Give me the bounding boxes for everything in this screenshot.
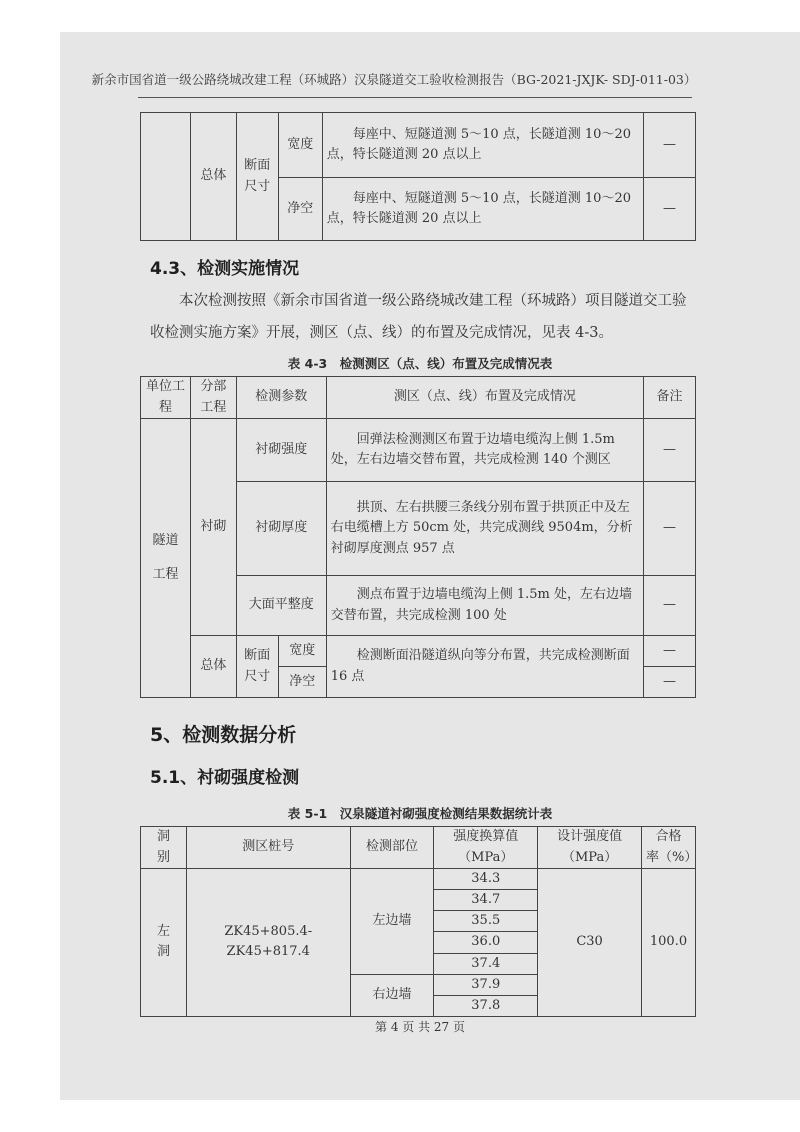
- top-table-sub-b: 尺寸: [244, 178, 271, 194]
- top-table-blank-cell: [141, 113, 191, 241]
- top-table-desc: 每座中、短隧道测 5～10 点，长隧道测 10～20 点，特长隧道测 20 点以上: [322, 178, 643, 241]
- top-table-note: —: [644, 113, 696, 178]
- note-cell: —: [644, 419, 696, 482]
- top-table-note: —: [644, 178, 696, 241]
- tunnel-a: 左: [156, 924, 170, 940]
- th-strength-a: 强度换算值: [453, 829, 519, 845]
- top-table-sub: [236, 113, 278, 241]
- tunnel-cell: [141, 869, 187, 1017]
- value-cell: 35.5: [434, 911, 538, 932]
- note-cell: —: [644, 667, 696, 698]
- param-cell: 大面平整度: [236, 576, 326, 636]
- th-desc: 测区（点、线）布置及完成情况: [326, 377, 643, 419]
- th-pass-b: 率（%）: [646, 849, 698, 865]
- table-4-3-caption: 表 4-3 检测测区（点、线）布置及完成情况表: [287, 356, 553, 371]
- top-table-param: 净空: [278, 178, 322, 241]
- note-cell: —: [644, 636, 696, 667]
- page-footer: 第 4 页 共 27 页: [375, 1020, 465, 1034]
- left-wall-cell: 左边墙: [350, 869, 434, 975]
- th-design: [538, 827, 642, 869]
- sub-lining: 衬砌: [190, 419, 236, 636]
- value-cell: 36.0: [434, 932, 538, 953]
- design-cell: C30: [538, 869, 642, 1017]
- param-cell: 衬砌厚度: [236, 482, 326, 576]
- header-rule: [138, 97, 692, 98]
- sub-section: [236, 636, 278, 698]
- th-design-a: 设计强度值: [557, 829, 623, 845]
- param-cell: 衬砌强度: [236, 419, 326, 482]
- th-note: 备注: [644, 377, 696, 419]
- note-cell: —: [644, 482, 696, 576]
- running-header: 新余市国省道一级公路绕城改建工程（环城路）汉泉隧道交工验收检测报告（BG-2021-JXJK- SDJ-011-03）: [91, 72, 697, 87]
- th-pass-a: 合格: [655, 829, 682, 845]
- sub-section-a: 断面: [244, 648, 271, 664]
- param-cell: 宽度: [278, 636, 326, 667]
- desc-cell: 回弹法检测测区布置于边墙电缆沟上侧 1.5m 处，左右边墙交替布置，共完成检测 140 个测区: [326, 419, 643, 482]
- unit-b: 工程: [152, 567, 179, 582]
- th-sub: 分部工程: [190, 377, 236, 419]
- param-cell: 净空: [278, 667, 326, 698]
- th-pass: [642, 827, 696, 869]
- section-4-3-paragraph: [150, 285, 690, 349]
- station-cell: ZK45+805.4-ZK45+817.4: [186, 869, 350, 1017]
- th-tunnel-a: 洞: [156, 829, 170, 845]
- note-cell: —: [644, 576, 696, 636]
- sub-section-b: 尺寸: [244, 668, 271, 684]
- table-4-3: [140, 376, 696, 698]
- th-tunnel-b: 别: [156, 849, 170, 865]
- unit-cell: [141, 419, 191, 698]
- top-table: [140, 112, 696, 241]
- paragraph-text: 本次检测按照《新余市国省道一级公路绕城改建工程（环城路）项目隧道交工验收检测实施方案》开展，测区（点、线）的布置及完成情况，见表 4-3。: [150, 293, 687, 341]
- th-unit: 单位工程: [141, 377, 191, 419]
- value-cell: 37.9: [434, 974, 538, 995]
- value-cell: 37.8: [434, 995, 538, 1016]
- top-table-desc: 每座中、短隧道测 5～10 点，长隧道测 10～20 点，特长隧道测 20 点以上: [322, 113, 643, 178]
- th-station: 测区桩号: [186, 827, 350, 869]
- top-table-param: 宽度: [278, 113, 322, 178]
- table-5-1-caption: 表 5-1 汉泉隧道衬砌强度检测结果数据统计表: [287, 806, 553, 821]
- desc-cell: 测点布置于边墙电缆沟上侧 1.5m 处，左右边墙交替布置，共完成检测 100 处: [326, 576, 643, 636]
- top-table-sub-a: 断面: [244, 158, 271, 174]
- section-5-1-title: 5.1、衬砌强度检测: [150, 768, 300, 788]
- pass-cell: 100.0: [642, 869, 696, 1017]
- th-design-b: （MPa）: [561, 849, 618, 865]
- right-wall-cell: 右边墙: [350, 974, 434, 1016]
- th-tunnel: [141, 827, 187, 869]
- unit-a: 隧道: [152, 532, 179, 548]
- sub-overall: 总体: [190, 636, 236, 698]
- th-strength-b: （MPa）: [458, 849, 514, 865]
- section-4-3-title: 4.3、检测实施情况: [150, 259, 300, 279]
- value-cell: 37.4: [434, 953, 538, 974]
- desc-cell: 检测断面沿隧道纵向等分布置，共完成检测断面 16 点: [326, 636, 643, 698]
- desc-cell: 拱顶、左右拱腰三条线分别布置于拱顶正中及左右电缆槽上方 50cm 处，共完成测线 9504m，分析衬砌厚度测点 957 点: [326, 482, 643, 576]
- section-5-title: 5、检测数据分析: [150, 724, 297, 746]
- tunnel-b: 洞: [156, 944, 170, 960]
- table-5-1: [140, 826, 696, 1017]
- top-table-group: 总体: [190, 113, 236, 241]
- th-location: 检测部位: [350, 827, 434, 869]
- th-param: 检测参数: [236, 377, 326, 419]
- value-cell: 34.3: [434, 869, 538, 890]
- value-cell: 34.7: [434, 890, 538, 911]
- th-strength: [434, 827, 538, 869]
